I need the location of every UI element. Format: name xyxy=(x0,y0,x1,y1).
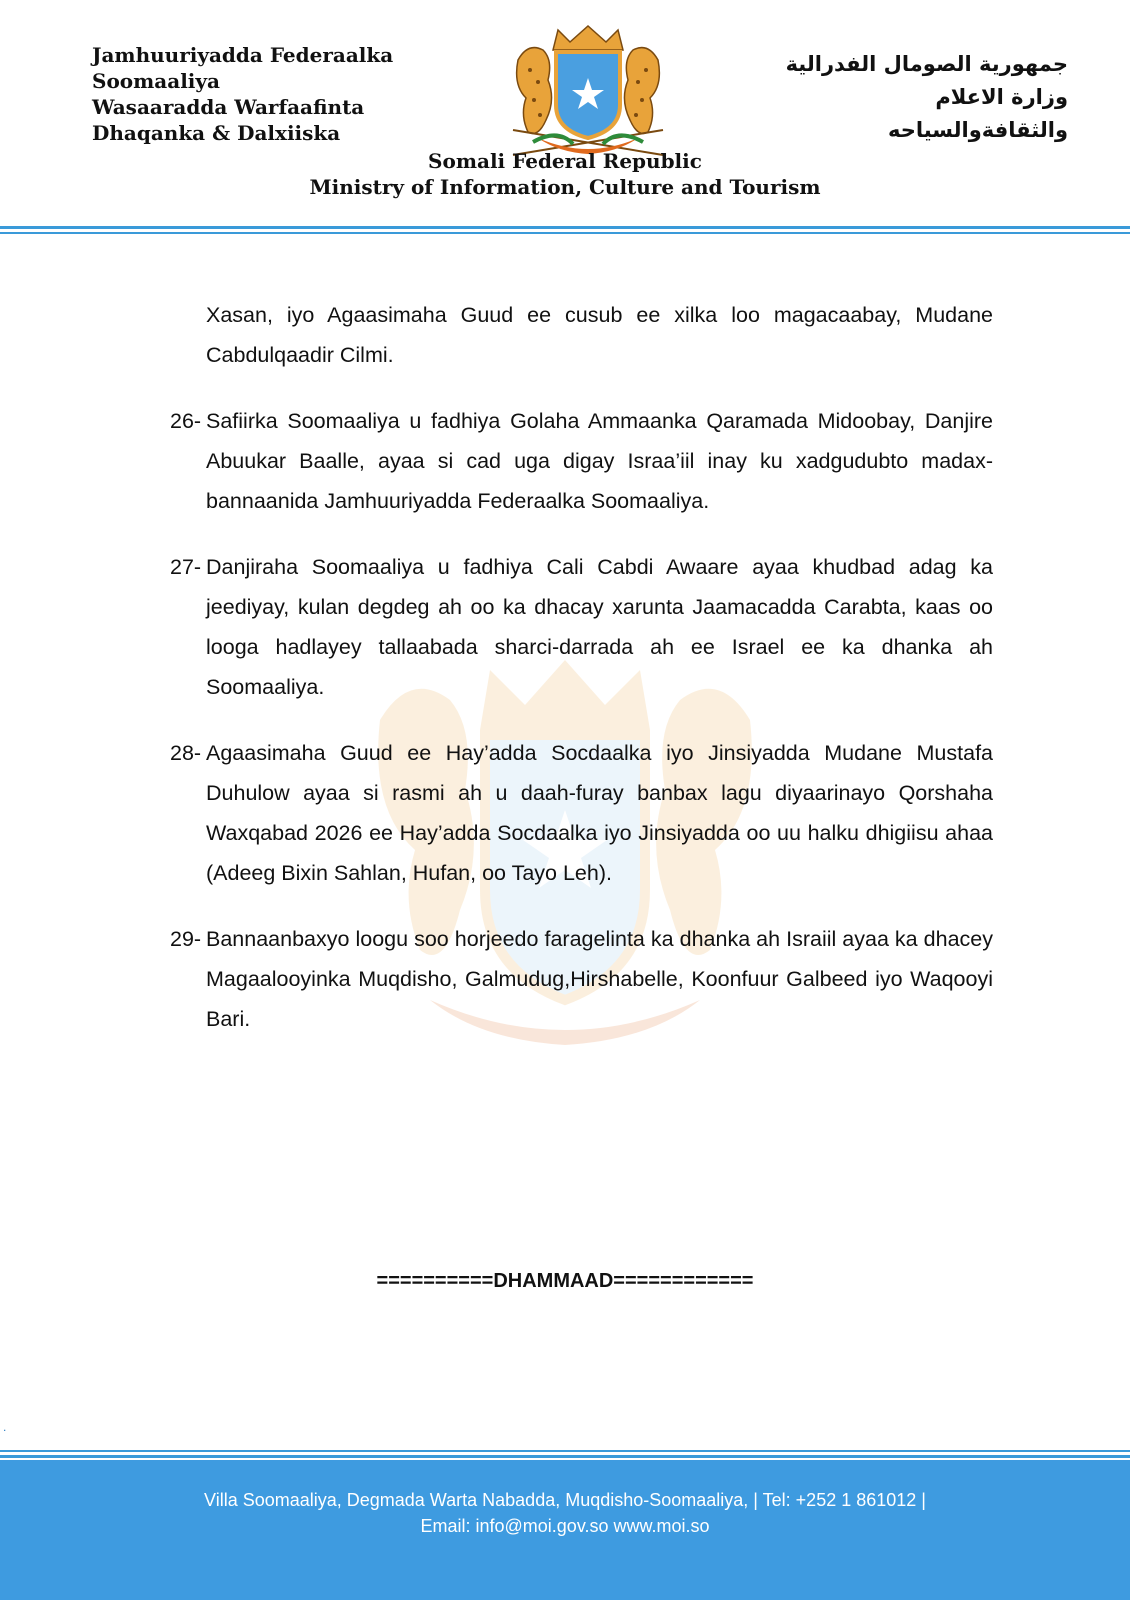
header-right-line: وزارة الاعلام xyxy=(935,85,1068,109)
list-item xyxy=(170,733,993,893)
somali-coat-of-arms-icon xyxy=(498,20,678,160)
header-left-block xyxy=(92,42,393,146)
item-number: 28- xyxy=(170,741,202,765)
header-right-line: جمهورية الصومال الفدرالية xyxy=(785,52,1068,76)
header-left-line: Wasaaradda Warfaafinta xyxy=(92,95,365,119)
header-right-line: والثقافةوالسياحه xyxy=(887,118,1068,142)
footer-bar xyxy=(0,1460,1130,1600)
footer-address: Villa Soomaaliya, Degmada Warta Nabadda, Muqdisho-Soomaaliya, | Tel: +252 1 861012 | xyxy=(204,1490,926,1510)
item-number: 26- xyxy=(170,409,202,433)
footer-divider xyxy=(0,1450,1130,1452)
header-republic-title: Somali Federal Republic xyxy=(428,149,702,173)
header-center-block xyxy=(0,148,1130,200)
document-body xyxy=(170,295,993,1065)
header-left-line: Dhaqanka & Dalxiiska xyxy=(92,121,341,145)
header-right-block xyxy=(786,48,1068,147)
continuation-paragraph: Xasan, iyo Agaasimaha Guud ee cusub ee xilka loo magacaabay, Mudane Cabdulqaadir Cilmi. xyxy=(206,303,993,367)
list-item xyxy=(170,295,993,375)
header-divider xyxy=(0,226,1130,229)
item-text: Bannaanbaxyo loogu soo horjeedo faragelinta ka dhanka ah Israiil ayaa ka dhacey Magaalooyinka Muqdisho, Galmudug,Hirshabelle, Koonfuur Galbeed iyo Waqooyi Bari. xyxy=(206,927,993,1031)
end-marker: ==========DHAMMAAD============ xyxy=(376,1270,754,1292)
item-text: Agaasimaha Guud ee Hay’adda Socdaalka iyo Jinsiyadda Mudane Mustafa Duhulow ayaa si rasmi ah u daah-furay banbax lagu diyaarinayo Qorshaha Waxqabad 2026 ee Hay’adda Socdaalka iyo Jinsiyadda oo uu halku dhigiisu ahaa (Adeeg Bixin Sahlan, Hufan, oo Tayo Leh). xyxy=(206,741,993,885)
header-divider xyxy=(0,232,1130,234)
header-left-line: Jamhuuriyadda Federaalka xyxy=(92,43,394,67)
stray-dot: . xyxy=(3,1420,7,1434)
item-text: Safiirka Soomaaliya u fadhiya Golaha Ammaanka Qaramada Midoobay, Danjire Abuukar Baalle, ayaa si cad uga digay Israa’iil inay ku xadgudubto madax-bannaanida Jamhuuriyadda Federaalka Soomaaliya. xyxy=(206,409,993,513)
list-item xyxy=(170,547,993,707)
item-number: 27- xyxy=(170,555,202,579)
item-text: Danjiraha Soomaaliya u fadhiya Cali Cabdi Awaare ayaa khudbad adag ka jeediyay, kulan degdeg ah oo ka dhacay xarunta Jaamacadda Carabta, kaas oo looga hadlayey tallaabada sharci-darrada ah ee Israel ee ka dhanka ah Soomaaliya. xyxy=(206,555,993,699)
item-number: 29- xyxy=(170,927,202,951)
list-item xyxy=(170,401,993,521)
header-ministry-title: Ministry of Information, Culture and Tourism xyxy=(309,175,821,199)
list-item xyxy=(170,919,993,1039)
footer-contact: Email: info@moi.gov.so www.moi.so xyxy=(420,1516,710,1536)
header-left-line: Soomaaliya xyxy=(92,69,220,93)
footer-divider xyxy=(0,1455,1130,1458)
